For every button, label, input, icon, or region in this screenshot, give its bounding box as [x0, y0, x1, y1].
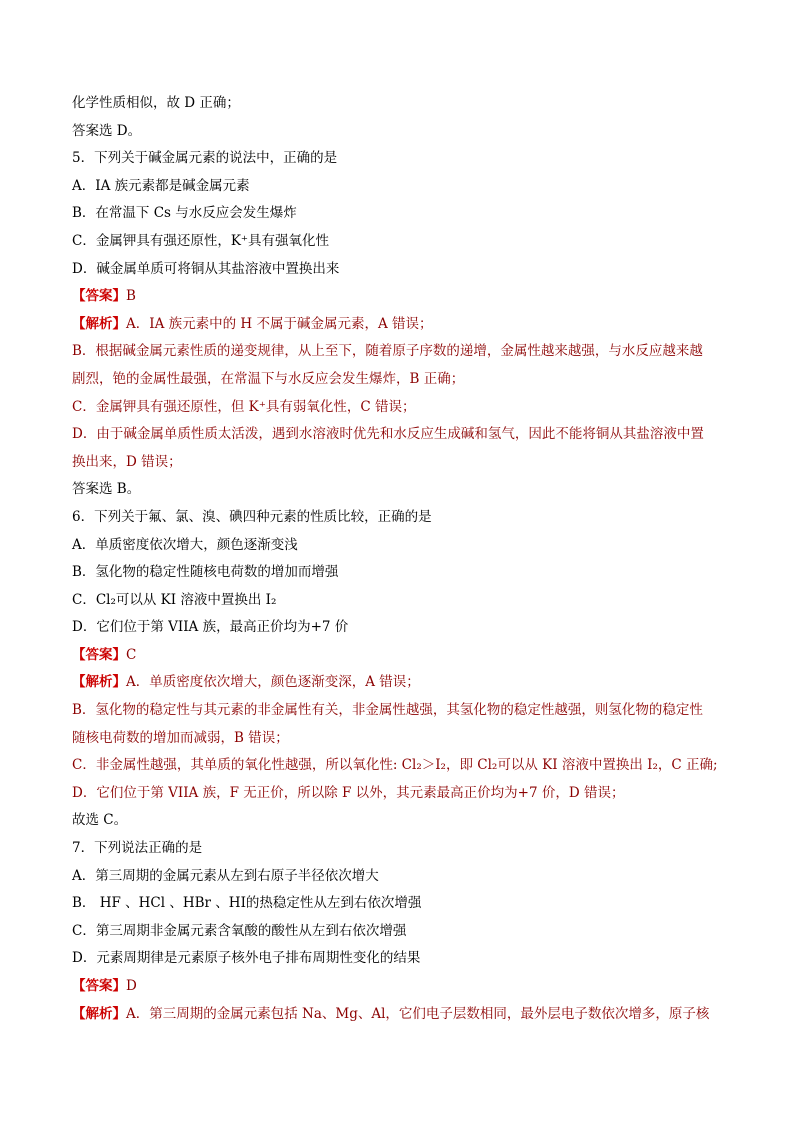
- answer-tag: 【答案】: [72, 978, 126, 994]
- answer-line: [72, 283, 732, 311]
- text-line: 故选 C。: [72, 812, 128, 829]
- analysis-line: C．金属钾具有强还原性，但 K⁺具有弱氧化性，C 错误；: [72, 398, 416, 415]
- analysis-line: D．它们位于第 VIIA 族，F 无正价，所以除 F 以外，其元素最高正价均为+7 价，D 错误；: [72, 784, 625, 801]
- text-line: B． HF 、HCl 、HBr 、HI的热稳定性从左到右依次增强: [72, 895, 422, 912]
- answer-value: D: [126, 978, 137, 994]
- analysis-line: D．由于碱金属单质性质太活泼，遇到水溶液时优先和水反应生成碱和氢气，因此不能将铜从其盐溶液中置: [72, 426, 704, 443]
- text-line: D．元素周期律是元素原子核外电子排布周期性变化的结果: [72, 950, 421, 967]
- text-line: 6．下列关于氟、氯、溴、碘四种元素的性质比较，正确的是: [72, 508, 432, 525]
- text-line: C．第三周期非金属元素含氧酸的酸性从左到右依次增强: [72, 922, 407, 939]
- answer-tag: 【答案】: [72, 646, 126, 663]
- analysis-start-line: [72, 669, 732, 697]
- analysis-start-line: [72, 311, 732, 339]
- text-line: 答案选 B。: [72, 481, 141, 498]
- analysis-line: B．氢化物的稳定性与其元素的非金属性有关，非金属性越强，其氢化物的稳定性越强，则氢化物的稳定性: [72, 702, 703, 719]
- answer-tag: 【答案】: [72, 288, 126, 305]
- analysis-text: A．第三周期的金属元素包括 Na、Mg、Al，它们电子层数相同，最外层电子数依次增多，原子核: [126, 1005, 710, 1022]
- document-body: [72, 90, 732, 1028]
- text-line: C．金属钾具有强还原性，K⁺具有强氧化性: [72, 232, 330, 249]
- text-line: D．碱金属单质可将铜从其盐溶液中置换出来: [72, 260, 340, 277]
- text-line: B．氢化物的稳定性随核电荷数的增加而增强: [72, 564, 339, 581]
- text-line: D．它们位于第 VIIA 族，最高正价均为+7 价: [72, 619, 349, 636]
- text-line: A．单质密度依次增大，颜色逐渐变浅: [72, 536, 298, 553]
- analysis-text: A．IA 族元素中的 H 不属于碱金属元素，A 错误；: [126, 315, 433, 332]
- text-line: C．Cl₂可以从 KI 溶液中置换出 I₂: [72, 591, 277, 608]
- analysis-tag: 【解析】: [72, 1005, 126, 1022]
- answer-value: B: [126, 288, 136, 305]
- text-line: 5．下列关于碱金属元素的说法中，正确的是: [72, 150, 338, 167]
- analysis-tag: 【解析】: [72, 315, 126, 332]
- analysis-text: A．单质密度依次增大，颜色逐渐变深，A 错误；: [126, 674, 420, 691]
- analysis-line: 随核电荷数的增加而减弱，B 错误；: [72, 729, 289, 746]
- analysis-line: 换出来，D 错误；: [72, 453, 182, 470]
- text-line: B．在常温下 Cs 与水反应会发生爆炸: [72, 205, 297, 222]
- text-line: A．IA 族元素都是碱金属元素: [72, 177, 250, 194]
- answer-value: C: [126, 646, 137, 663]
- text-line: 7．下列说法正确的是: [72, 840, 203, 857]
- answer-line: [72, 642, 732, 670]
- analysis-tag: 【解析】: [72, 674, 126, 691]
- analysis-line: B．根据碱金属元素性质的递变规律，从上至下，随着原子序数的递增，金属性越来越强，与水反应越来越: [72, 343, 703, 360]
- text-line: 答案选 D。: [72, 122, 142, 139]
- analysis-start-line: [72, 1001, 732, 1029]
- analysis-line: 剧烈，铯的金属性最强，在常温下与水反应会发生爆炸，B 正确；: [72, 370, 465, 387]
- answer-line: [72, 973, 732, 1001]
- text-line: 化学性质相似，故 D 正确；: [72, 95, 240, 111]
- text-line: A．第三周期的金属元素从左到右原子半径依次增大: [72, 867, 379, 884]
- analysis-line: C．非金属性越强，其单质的氧化性越强，所以氧化性: Cl₂＞I₂，即 Cl₂可以从 KI 溶液中置换出 I₂，C 正确;: [72, 757, 718, 774]
